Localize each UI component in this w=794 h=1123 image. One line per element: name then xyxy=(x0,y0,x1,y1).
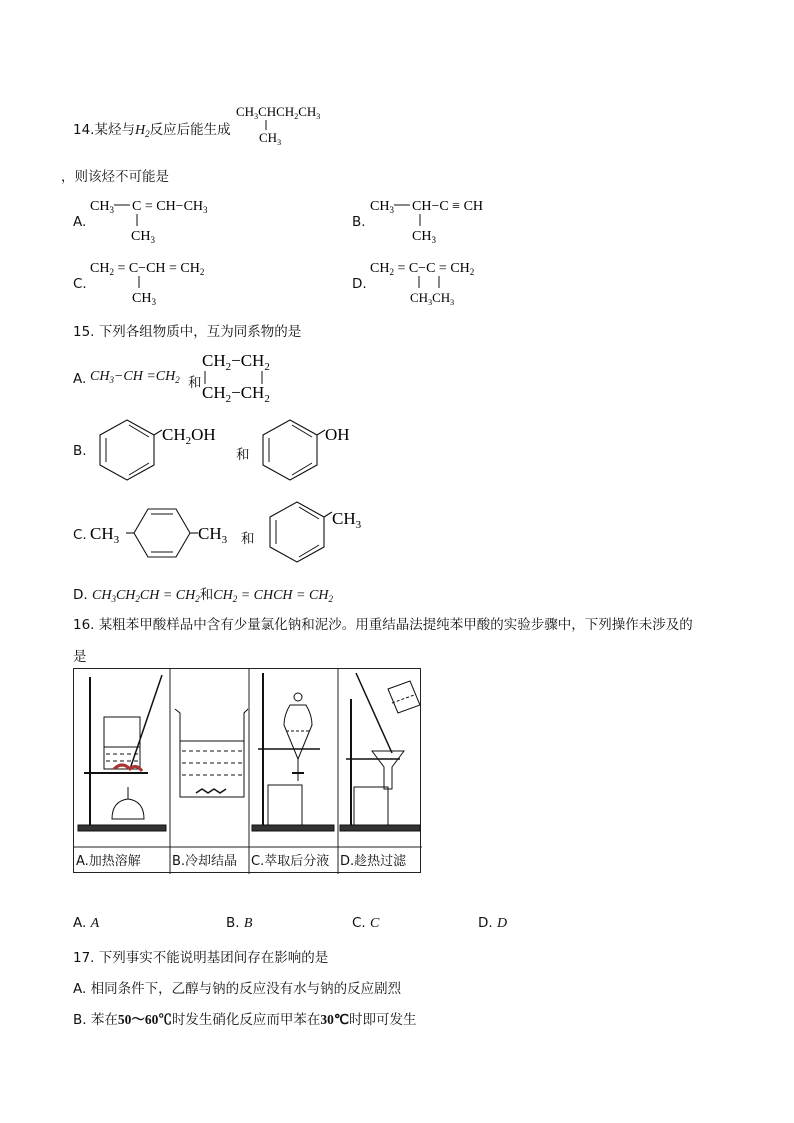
q14-stem: 14.某烃与$H_2$反应后能生成 xyxy=(73,122,231,139)
svg-text:CH3: $CH_3$ xyxy=(132,291,156,307)
svg-text:CH2−CH2: $CH_2-CH_2$ xyxy=(202,351,270,373)
q14-option-c-structure xyxy=(90,256,240,308)
svg-text:CH3: $CH_3$ xyxy=(259,130,282,147)
svg-text:CH2 = C−C = CH2: $CH_2 = C-C = CH_2$ xyxy=(370,261,475,277)
svg-text:CH3: $CH_3$ xyxy=(412,229,436,245)
q15-option-a-and: 和 xyxy=(188,375,202,391)
svg-text:C = CH−CH3: $C = CH-CH_3$ xyxy=(132,199,208,215)
svg-text:CH2−CH2: $CH_2-CH_2$ xyxy=(202,383,270,405)
benzyl-alcohol-structure xyxy=(92,418,232,480)
q17-stem: 17. 下列事实不能说明基团间存在影响的是 xyxy=(73,950,329,966)
svg-text:CH3: $CH_3$ xyxy=(90,199,114,215)
q15-option-b-and: 和 xyxy=(236,447,250,463)
q16-choice-c: C. C xyxy=(352,915,380,931)
cooling-crystallization-drawing xyxy=(175,709,248,797)
q15-stem: 15. 下列各组物质中，互为同系物的是 xyxy=(73,324,302,340)
q17-option-a: A. 相同条件下，乙醇与钠的反应没有水与钠的反应剧烈 xyxy=(73,981,402,997)
svg-text:CH3CHCH2CH3: $CH_3CHCH_2CH_3$ xyxy=(236,104,321,121)
q16-stem-line2: 是 xyxy=(73,649,87,665)
q16-choice-d: D. D xyxy=(478,915,508,931)
q14-option-a-label: A. xyxy=(73,214,87,230)
caption-d: D.趁热过滤 xyxy=(340,854,407,869)
q15-option-b-label: B. xyxy=(73,443,87,459)
q15-option-c-label: C. xyxy=(73,527,87,543)
q14-product-structure xyxy=(236,100,346,150)
q14-option-c-label: C. xyxy=(73,276,87,292)
caption-b: B.冷却结晶 xyxy=(172,854,238,869)
apparatus-drawings xyxy=(74,669,422,874)
separatory-funnel-drawing xyxy=(252,673,334,831)
svg-text:CH2 = C−CH = CH2: $CH_2 = C-CH = CH_2$ xyxy=(90,261,205,277)
hot-filtration-drawing xyxy=(340,673,420,831)
q16-choice-a: A. A xyxy=(73,915,100,931)
toluene-structure xyxy=(262,500,372,562)
svg-text:CH3: $CH_3$ xyxy=(131,229,155,245)
q16-apparatus-table xyxy=(73,668,421,873)
p-xylene-structure xyxy=(90,502,240,564)
q17-option-b: B. 苯在50～60℃时发生硝化反应而甲苯在30℃时即可发生 xyxy=(73,1012,417,1028)
svg-text:CH3: $CH_3$ xyxy=(198,524,228,546)
svg-text:CH3CH3: $CH_3CH_3$ xyxy=(410,290,455,307)
svg-text:OH: OH xyxy=(325,425,350,444)
q16-stem-line1: 16. 某粗苯甲酸样品中含有少量氯化钠和泥沙。用重结晶法提纯苯甲酸的实验步骤中，下列操作未涉及的 xyxy=(73,617,693,633)
phenol-structure xyxy=(255,418,365,480)
q15-option-a-label: A. xyxy=(73,371,87,387)
q15-option-a-formula: $CH_3-CH =CH_2$ xyxy=(90,369,180,385)
q14-option-d-structure xyxy=(370,256,510,308)
q15-option-c-and: 和 xyxy=(241,531,255,547)
svg-text:CH3: $CH_3$ xyxy=(370,199,394,215)
svg-text:CH3: $CH_3$ xyxy=(332,509,362,531)
q15-option-d: D. $CH_3CH_2CH = CH_2$和$CH_2$ = CHCH = $CH_2$ xyxy=(73,587,333,604)
caption-c: C.萃取后分液 xyxy=(251,854,330,869)
heating-dissolution-drawing xyxy=(78,675,166,831)
caption-a: A.加热溶解 xyxy=(76,854,141,869)
q14-option-b-structure xyxy=(370,194,510,246)
cyclobutane-structure xyxy=(200,346,300,406)
q14-option-b-label: B. xyxy=(352,214,366,230)
q14-option-a-structure xyxy=(90,194,240,246)
q16-choice-b: B. B xyxy=(226,915,253,931)
q14-option-d-label: D. xyxy=(352,276,367,292)
svg-text:CH3: $CH_3$ xyxy=(90,524,120,546)
svg-text:CH2OH: $CH_2OH$ xyxy=(162,425,216,447)
svg-text:CH−C ≡ CH: CH−C ≡ CH xyxy=(412,199,484,214)
q14-stem-tail: ，则该烃不可能是 xyxy=(61,169,169,185)
